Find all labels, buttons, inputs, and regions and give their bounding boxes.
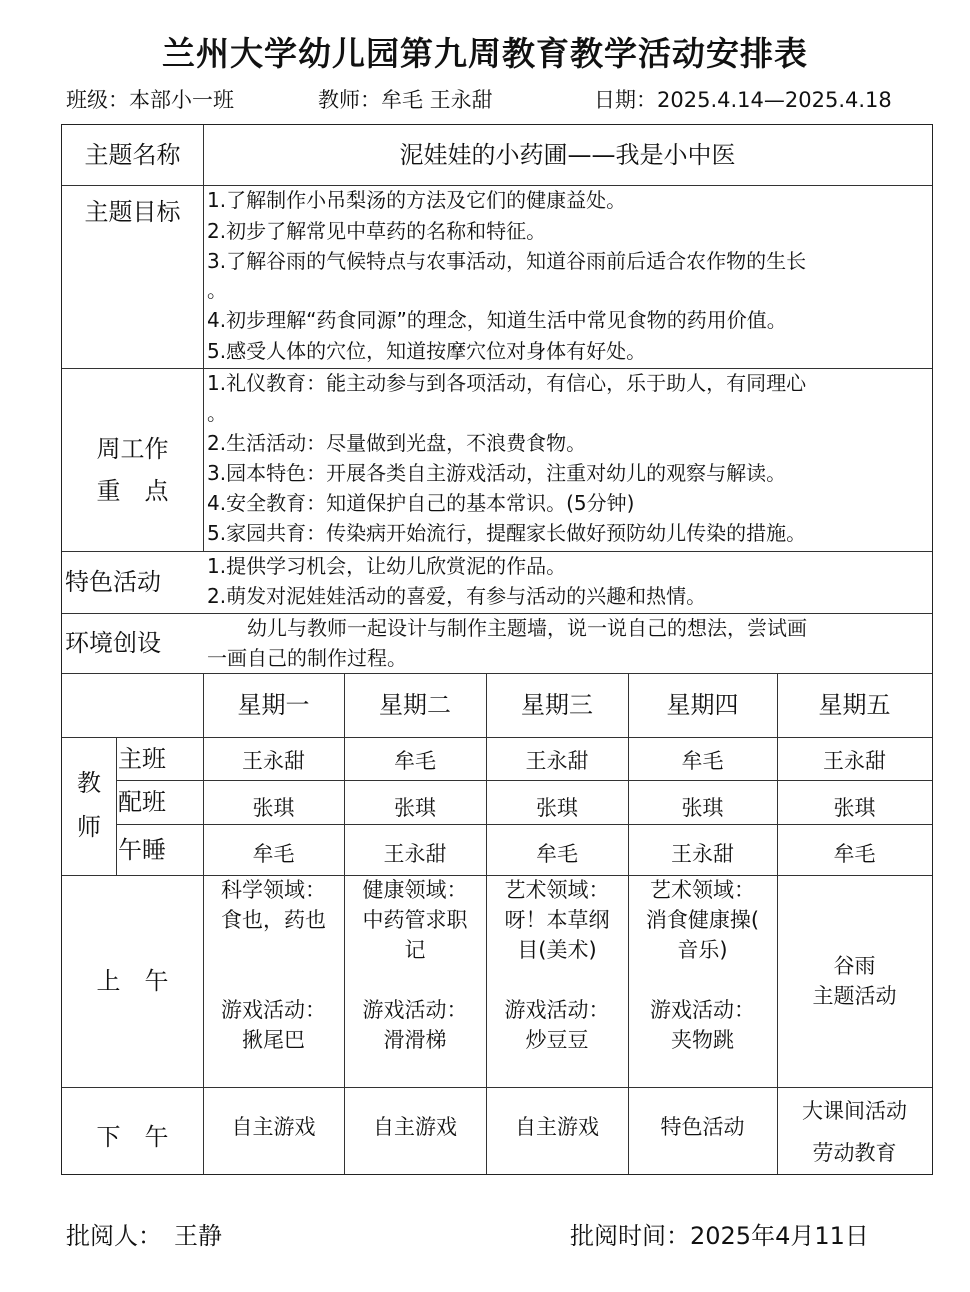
activity-line bbox=[203, 935, 344, 965]
goal-line: 4.初步理解“药食同源”的理念，知道生活中常见食物的药用价值。 bbox=[207, 308, 787, 332]
role-label-main: 主班 bbox=[118, 744, 166, 773]
afternoon-cell: 自主游戏 bbox=[231, 1115, 316, 1139]
environment-label: 环境创设 bbox=[65, 629, 161, 657]
role-label-assistant: 配班 bbox=[118, 788, 166, 816]
special-line: 1.提供学习机会，让幼儿欣赏泥的作品。 bbox=[207, 554, 567, 578]
teacher-name-cell: 张琪 bbox=[681, 796, 724, 820]
afternoon-cell bbox=[777, 1091, 932, 1173]
activity-line: 健康领域： bbox=[362, 878, 468, 902]
morning-cell bbox=[344, 875, 486, 1087]
activity-line: 游戏活动： bbox=[650, 998, 755, 1022]
goals-label: 主题目标 bbox=[84, 198, 181, 226]
goal-line: 5.感受人体的穴位，知道按摩穴位对身体有好处。 bbox=[207, 339, 647, 363]
teacher-label-char: 师 bbox=[77, 813, 101, 841]
goals-content bbox=[203, 185, 932, 368]
focus-content bbox=[203, 368, 932, 551]
activity-line: 劳动教育 bbox=[812, 1141, 897, 1165]
col-divider bbox=[116, 737, 117, 875]
row-divider bbox=[62, 737, 932, 738]
activity-line: 中药管求职 bbox=[362, 908, 468, 932]
teacher-name-cell: 王永甜 bbox=[671, 842, 734, 866]
teacher-name-cell: 王永甜 bbox=[242, 748, 305, 773]
teacher-name-cell: 牟毛 bbox=[252, 842, 295, 866]
activity-line: 游戏活动： bbox=[362, 998, 468, 1022]
day-header-tue: 星期二 bbox=[379, 691, 451, 719]
activity-line: 食也，药也 bbox=[221, 908, 326, 932]
activity-line: 记 bbox=[404, 938, 426, 962]
activity-line: 游戏活动： bbox=[221, 998, 326, 1022]
focus-line: 2.生活活动：尽量做到光盘，不浪费食物。 bbox=[207, 431, 587, 455]
teacher-name-cell: 张琪 bbox=[252, 796, 295, 820]
day-header-thu: 星期四 bbox=[666, 691, 739, 719]
teacher-info: 教师：牟毛 王永甜 bbox=[318, 88, 493, 112]
morning-label: 上 午 bbox=[96, 967, 169, 995]
activity-line bbox=[203, 965, 344, 995]
special-label: 特色活动 bbox=[65, 568, 161, 596]
activity-line: 呀！本草纲 bbox=[504, 908, 610, 932]
teacher-name-cell: 张琪 bbox=[394, 796, 436, 820]
class-info: 班级：本部小一班 bbox=[66, 88, 234, 112]
teacher-name-cell: 牟毛 bbox=[833, 842, 876, 866]
day-header-wed: 星期三 bbox=[521, 691, 593, 719]
goal-line: 。 bbox=[207, 278, 227, 302]
focus-line: 。 bbox=[207, 401, 227, 425]
activity-line: 艺术领域： bbox=[504, 878, 610, 902]
day-header-mon: 星期一 bbox=[237, 691, 310, 719]
focus-line: 5.家园共育：传染病开始流行，提醒家长做好预防幼儿传染的措施。 bbox=[207, 521, 807, 545]
activity-line: 科学领域： bbox=[221, 878, 326, 902]
teacher-name-cell: 张琪 bbox=[833, 796, 876, 820]
focus-line: 1.礼仪教育：能主动参与到各项活动，有信心，乐于助人，有同理心 bbox=[207, 371, 807, 395]
activity-line bbox=[486, 965, 628, 995]
role-label-nap: 午睡 bbox=[118, 835, 166, 864]
special-line: 2.萌发对泥娃娃活动的喜爱，有参与活动的兴趣和热情。 bbox=[207, 584, 707, 608]
afternoon-label: 下 午 bbox=[96, 1122, 169, 1151]
teacher-name-cell: 牟毛 bbox=[394, 748, 436, 773]
review-time: 批阅时间：2025年4月11日 bbox=[570, 1222, 869, 1250]
goal-line: 3.了解谷雨的气候特点与农事活动，知道谷雨前后适合农作物的生长 bbox=[207, 249, 807, 273]
focus-line: 3.园本特色：开展各类自主游戏活动，注重对幼儿的观察与解读。 bbox=[207, 461, 787, 485]
teacher-name-cell: 王永甜 bbox=[823, 748, 886, 773]
activity-line: 主题活动 bbox=[812, 984, 897, 1008]
focus-line: 4.安全教育：知道保护自己的基本常识。(5分钟) bbox=[207, 491, 635, 515]
teacher-name-cell: 王永甜 bbox=[383, 842, 447, 866]
activity-line: 音乐) bbox=[677, 938, 728, 962]
activity-line: 消食健康操( bbox=[645, 908, 760, 932]
theme-label: 主题名称 bbox=[84, 141, 181, 169]
activity-line: 夹物跳 bbox=[671, 1028, 734, 1052]
activity-line: 游戏活动： bbox=[504, 998, 610, 1022]
activity-line: 炒豆豆 bbox=[525, 1028, 589, 1052]
afternoon-cell: 特色活动 bbox=[660, 1115, 745, 1139]
activity-line bbox=[344, 965, 486, 995]
date-info: 日期：2025.4.14—2025.4.18 bbox=[594, 88, 892, 112]
morning-cell bbox=[628, 875, 777, 1087]
environment-content bbox=[203, 613, 932, 673]
focus-label-line: 重 点 bbox=[96, 477, 169, 505]
environment-line: 幼儿与教师一起设计与制作主题墙，说一说自己的想法，尝试画 bbox=[207, 616, 807, 640]
reviewer: 批阅人： 王静 bbox=[66, 1222, 222, 1250]
morning-cell bbox=[486, 875, 628, 1087]
activity-line: 揪尾巴 bbox=[242, 1028, 305, 1052]
afternoon-cell: 自主游戏 bbox=[515, 1115, 599, 1139]
teacher-label-char: 教 bbox=[77, 769, 101, 797]
morning-cell bbox=[777, 875, 932, 1087]
teacher-name-cell: 张琪 bbox=[536, 796, 578, 820]
activity-line bbox=[628, 965, 777, 995]
activity-line: 目(美术) bbox=[517, 938, 597, 962]
activity-line: 滑滑梯 bbox=[383, 1028, 447, 1052]
activity-line: 大课间活动 bbox=[802, 1099, 907, 1123]
schedule-table bbox=[61, 124, 933, 1175]
goal-line: 2.初步了解常见中草药的名称和特征。 bbox=[207, 219, 547, 243]
day-header-fri: 星期五 bbox=[818, 691, 891, 719]
afternoon-cell: 自主游戏 bbox=[373, 1115, 457, 1139]
teacher-name-cell: 牟毛 bbox=[536, 842, 578, 866]
theme-value: 泥娃娃的小药圃——我是小中医 bbox=[399, 141, 736, 169]
special-content bbox=[203, 551, 932, 613]
morning-cell bbox=[203, 875, 344, 1087]
focus-label bbox=[62, 368, 203, 512]
page-title: 兰州大学幼儿园第九周教育教学活动安排表 bbox=[162, 34, 808, 73]
activity-line: 艺术领域： bbox=[650, 878, 755, 902]
focus-label-line: 周工作 bbox=[96, 435, 169, 463]
teacher-name-cell: 王永甜 bbox=[525, 748, 589, 773]
teacher-name-cell: 牟毛 bbox=[681, 748, 724, 773]
activity-line: 谷雨 bbox=[833, 954, 876, 978]
goal-line: 1.了解制作小吊梨汤的方法及它们的健康益处。 bbox=[207, 188, 627, 212]
environment-line: 一画自己的制作过程。 bbox=[207, 646, 407, 670]
